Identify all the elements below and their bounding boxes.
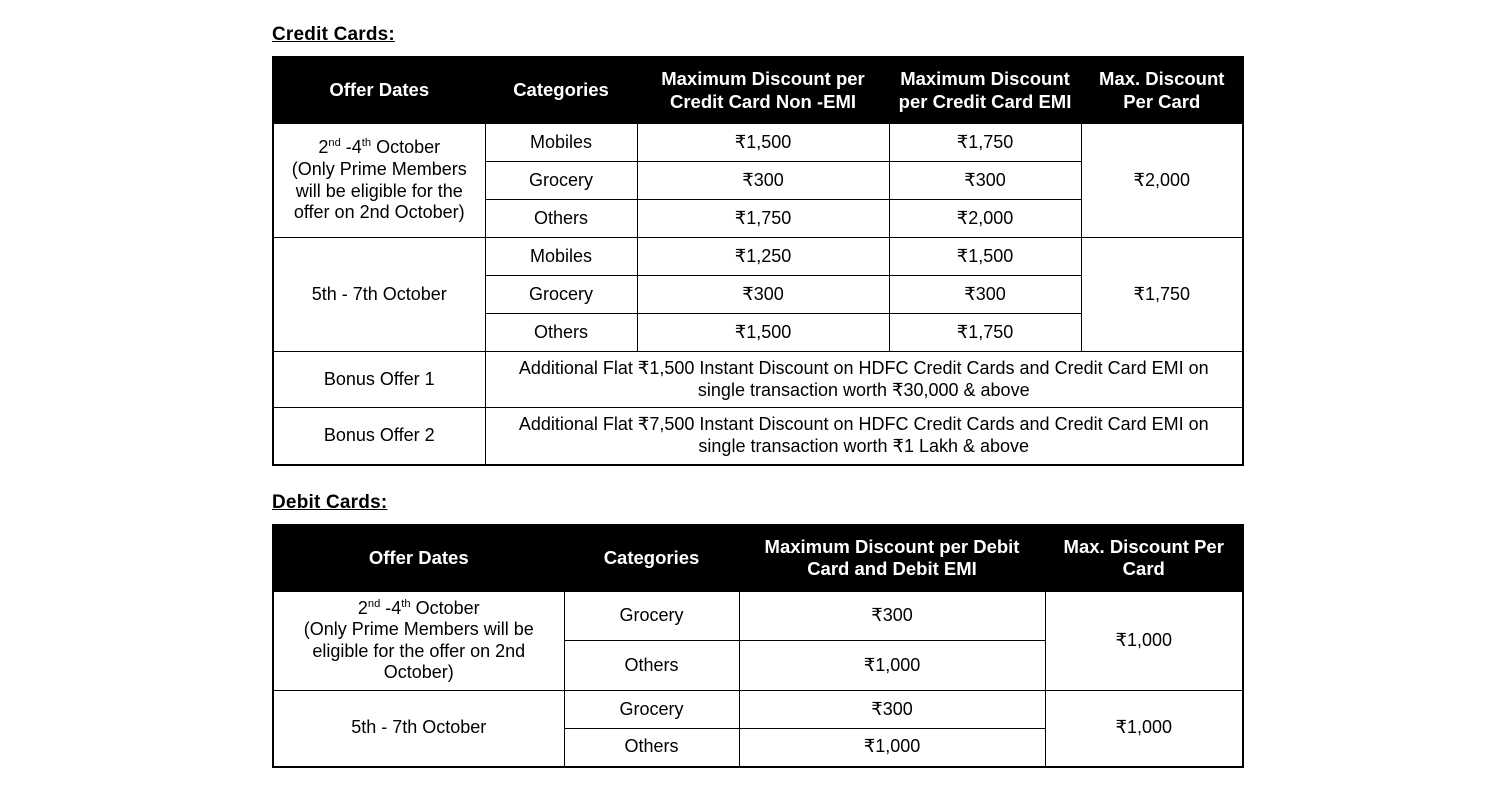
debit-group1-date-text: 2nd -4th October — [357, 597, 480, 618]
category-cell: Others — [564, 729, 739, 767]
ordinal-suffix: th — [361, 137, 372, 150]
bonus-offer-2-text: Additional Flat ₹7,500 Instant Discount on HDFC Credit Cards and Credit Card EMI on single transaction worth ₹1 Lakh & above — [485, 408, 1243, 465]
non-emi-amount-cell: ₹1,500 — [637, 124, 889, 162]
emi-amount-cell: ₹300 — [889, 276, 1081, 314]
column-header-categories: Categories — [564, 525, 739, 592]
ordinal-suffix: th — [401, 597, 411, 610]
emi-amount-cell: ₹1,750 — [889, 124, 1081, 162]
bonus-offer-1-label: Bonus Offer 1 — [273, 352, 485, 408]
debit-amount-cell: ₹1,000 — [739, 729, 1045, 767]
credit-group1-max-per-card: ₹2,000 — [1081, 124, 1243, 238]
emi-amount-cell: ₹1,750 — [889, 314, 1081, 352]
bonus-offer-2-label: Bonus Offer 2 — [273, 408, 485, 465]
category-cell: Others — [485, 200, 637, 238]
column-header-max-discount-per-card: Max. Discount Per Card — [1045, 525, 1243, 592]
table-row — [273, 238, 1243, 276]
credit-group1-date-note: (Only Prime Members will be eligible for the offer on 2nd October) — [291, 159, 467, 223]
debit-group1-dates — [273, 591, 564, 690]
debit-group2-max-per-card: ₹1,000 — [1045, 691, 1243, 767]
category-cell: Others — [485, 314, 637, 352]
debit-group1-max-per-card: ₹1,000 — [1045, 591, 1243, 690]
category-cell: Grocery — [564, 691, 739, 729]
debit-group1-date-note: (Only Prime Members will be eligible for the offer on 2nd October) — [303, 619, 534, 683]
debit-amount-cell: ₹1,000 — [739, 641, 1045, 691]
emi-amount-cell: ₹1,500 — [889, 238, 1081, 276]
category-cell: Grocery — [485, 162, 637, 200]
debit-group2-dates: 5th - 7th October — [273, 691, 564, 767]
column-header-offer-dates: Offer Dates — [273, 525, 564, 592]
column-header-offer-dates: Offer Dates — [273, 57, 485, 124]
non-emi-amount-cell: ₹1,750 — [637, 200, 889, 238]
category-cell: Mobiles — [485, 238, 637, 276]
debit-cards-heading: Debit Cards: — [272, 491, 388, 513]
credit-cards-heading: Credit Cards: — [272, 24, 395, 45]
credit-group1-dates — [273, 124, 485, 238]
ordinal-suffix: nd — [367, 597, 381, 610]
credit-group2-dates: 5th - 7th October — [273, 238, 485, 352]
table-row — [273, 352, 1243, 408]
non-emi-amount-cell: ₹300 — [637, 162, 889, 200]
debit-cards-table — [272, 524, 1244, 768]
credit-table-header — [273, 57, 1243, 124]
section-spacer — [272, 466, 1242, 492]
category-cell: Others — [564, 641, 739, 691]
category-cell: Grocery — [564, 591, 739, 641]
column-header-max-discount-per-card: Max. Discount Per Card — [1081, 57, 1243, 124]
table-row — [273, 408, 1243, 465]
category-cell: Grocery — [485, 276, 637, 314]
ordinal-suffix: nd — [328, 137, 341, 150]
non-emi-amount-cell: ₹1,500 — [637, 314, 889, 352]
debit-amount-cell: ₹300 — [739, 691, 1045, 729]
non-emi-amount-cell: ₹1,250 — [637, 238, 889, 276]
column-header-max-discount-non-emi: Maximum Discount per Credit Card Non -EMI — [637, 57, 889, 124]
table-header-row — [273, 525, 1243, 592]
column-header-max-discount-debit: Maximum Discount per Debit Card and Debit EMI — [739, 525, 1045, 592]
emi-amount-cell: ₹300 — [889, 162, 1081, 200]
credit-cards-table — [272, 56, 1244, 466]
table-row — [273, 691, 1243, 729]
table-row — [273, 591, 1243, 641]
table-row — [273, 124, 1243, 162]
offers-document — [272, 24, 1242, 768]
bonus-offer-1-text: Additional Flat ₹1,500 Instant Discount on HDFC Credit Cards and Credit Card EMI on single transaction worth ₹30,000 & above — [485, 352, 1243, 408]
credit-group2-max-per-card: ₹1,750 — [1081, 238, 1243, 352]
column-header-categories: Categories — [485, 57, 637, 124]
debit-amount-cell: ₹300 — [739, 591, 1045, 641]
emi-amount-cell: ₹2,000 — [889, 200, 1081, 238]
category-cell: Mobiles — [485, 124, 637, 162]
debit-table-body — [273, 591, 1243, 766]
credit-group1-date-text: 2nd -4th October — [318, 137, 441, 158]
table-header-row — [273, 57, 1243, 124]
credit-table-body — [273, 124, 1243, 465]
non-emi-amount-cell: ₹300 — [637, 276, 889, 314]
debit-table-header — [273, 525, 1243, 592]
column-header-max-discount-emi: Maximum Discount per Credit Card EMI — [889, 57, 1081, 124]
